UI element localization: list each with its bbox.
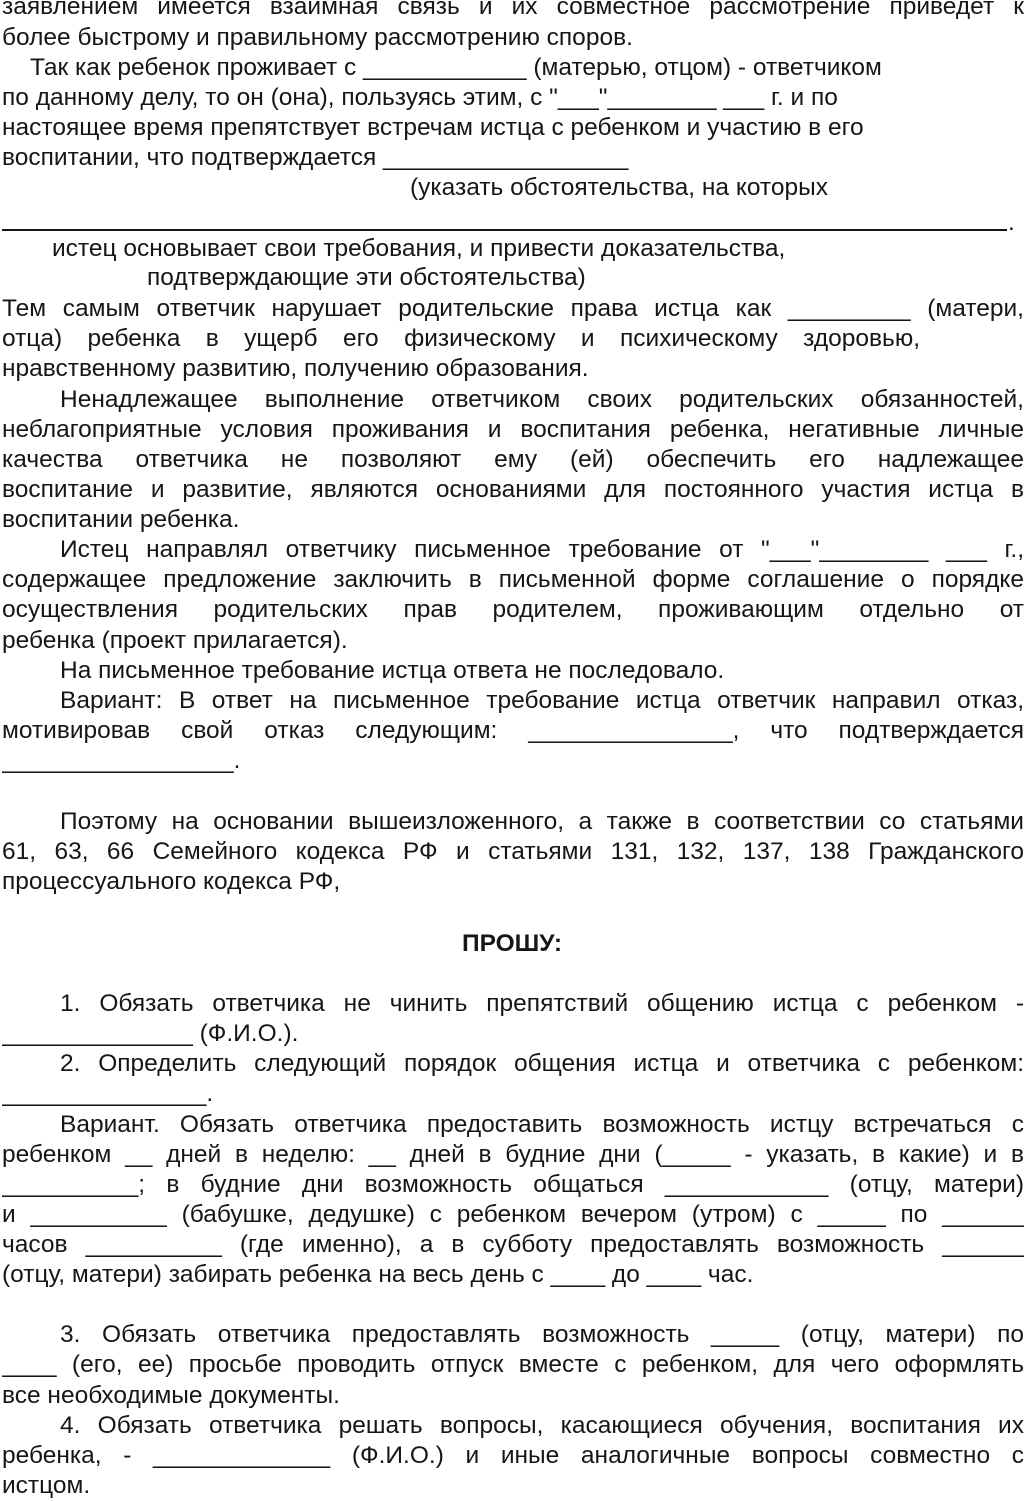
text-line: все необходимые документы. bbox=[2, 1382, 340, 1409]
text-line: неблагоприятные условия проживания и воспитания ребенка, негативные личные bbox=[2, 416, 1024, 443]
text-line: воспитании ребенка. bbox=[2, 506, 240, 533]
text-line: 1. Обязать ответчика не чинить препятствий общению истца с ребенком - bbox=[60, 990, 1024, 1017]
text-line: Истец направлял ответчику письменное требование от "___"________ ___ г., bbox=[60, 536, 1024, 563]
text-line: и __________ (бабушке, дедушке) с ребенком вечером (утром) с _____ по ______ bbox=[2, 1201, 1024, 1228]
text-line: Вариант. Обязать ответчика предоставить возможность истцу встречаться с bbox=[60, 1111, 1024, 1138]
text-line: Так как ребенок проживает с ____________ (матерью, отцом) - ответчиком bbox=[30, 54, 882, 81]
text-line: ребенка, - _____________ (Ф.И.О.) и иные аналогичные вопросы совместно с bbox=[2, 1442, 1024, 1469]
text-line: ______________ (Ф.И.О.). bbox=[2, 1020, 299, 1047]
line-end-dot: . bbox=[1008, 209, 1015, 236]
text-line: часов __________ (где именно), а в субботу предоставлять возможность ______ bbox=[2, 1231, 1024, 1258]
text-line: нравственному развитию, получению образования. bbox=[2, 355, 589, 382]
text-line: содержащее предложение заключить в письменной форме соглашение о порядке bbox=[2, 566, 1024, 593]
text-line: 4. Обязать ответчика решать вопросы, касающиеся обучения, воспитания их bbox=[60, 1412, 1024, 1439]
text-line: осуществления родительских прав родителем, проживающим отдельно от bbox=[2, 596, 1024, 623]
text-line: ребенка (проект прилагается). bbox=[2, 627, 348, 654]
text-line: ребенком __ дней в неделю: __ дней в будние дни (_____ - указать, в какие) и в bbox=[2, 1141, 1024, 1168]
text-line: 61, 63, 66 Семейного кодекса РФ и статьями 131, 132, 137, 138 Гражданского bbox=[2, 838, 1024, 865]
text-line: На письменное требование истца ответа не последовало. bbox=[60, 657, 725, 684]
text-line: более быстрому и правильному рассмотрению споров. bbox=[2, 24, 633, 51]
text-line: воспитании, что подтверждается __________________ bbox=[2, 144, 629, 171]
text-line: настоящее время препятствует встречам истца с ребенком и участию в его bbox=[2, 114, 864, 141]
text-line: _______________. bbox=[2, 1080, 214, 1107]
text-line: Вариант: В ответ на письменное требование истца ответчик направил отказ, bbox=[60, 687, 1024, 714]
text-line: _________________. bbox=[2, 747, 241, 774]
request-heading: ПРОШУ: bbox=[461, 930, 563, 957]
text-line: заявлением имеется взаимная связь и их совместное рассмотрение приведет к bbox=[2, 0, 1024, 20]
text-line: 2. Определить следующий порядок общения истца и ответчика с ребенком: bbox=[60, 1050, 1024, 1077]
text-line: 3. Обязать ответчика предоставлять возможность _____ (отцу, матери) по bbox=[60, 1321, 1024, 1348]
text-line: Поэтому на основании вышеизложенного, а также в соответствии со статьями bbox=[60, 808, 1024, 835]
text-line: Ненадлежащее выполнение ответчиком своих родительских обязанностей, bbox=[60, 386, 1024, 413]
text-line: отца) ребенка в ущерб его физическому и психическому здоровью, bbox=[2, 325, 920, 352]
text-line: (указать обстоятельства, на которых bbox=[410, 174, 828, 201]
text-line: истец основывает свои требования, и привести доказательства, bbox=[52, 235, 786, 262]
text-line: по данному делу, то он (она), пользуясь этим, с "___"________ ___ г. и по bbox=[2, 84, 838, 111]
text-line: подтверждающие эти обстоятельства) bbox=[147, 264, 586, 291]
text-line: ____ (его, ее) просьбе проводить отпуск вместе с ребенком, для чего оформлять bbox=[2, 1351, 1024, 1378]
text-line: __________; в будние дни возможность общаться ____________ (отцу, матери) bbox=[2, 1171, 1024, 1198]
text-line: Тем самым ответчик нарушает родительские права истца как _________ (матери, bbox=[2, 295, 1024, 322]
text-line: мотивировав свой отказ следующим: _______________, что подтверждается bbox=[2, 717, 1024, 744]
text-line: истцом. bbox=[2, 1472, 91, 1499]
text-line: качества ответчика не позволяют ему (ей) обеспечить его надлежащее bbox=[2, 446, 1024, 473]
text-line: (отцу, матери) забирать ребенка на весь день с ____ до ____ час. bbox=[2, 1261, 754, 1288]
fill-in-line bbox=[2, 229, 1007, 231]
text-line: процессуального кодекса РФ, bbox=[2, 868, 341, 895]
text-line: воспитание и развитие, являются основаниями для постоянного участия истца в bbox=[2, 476, 1024, 503]
